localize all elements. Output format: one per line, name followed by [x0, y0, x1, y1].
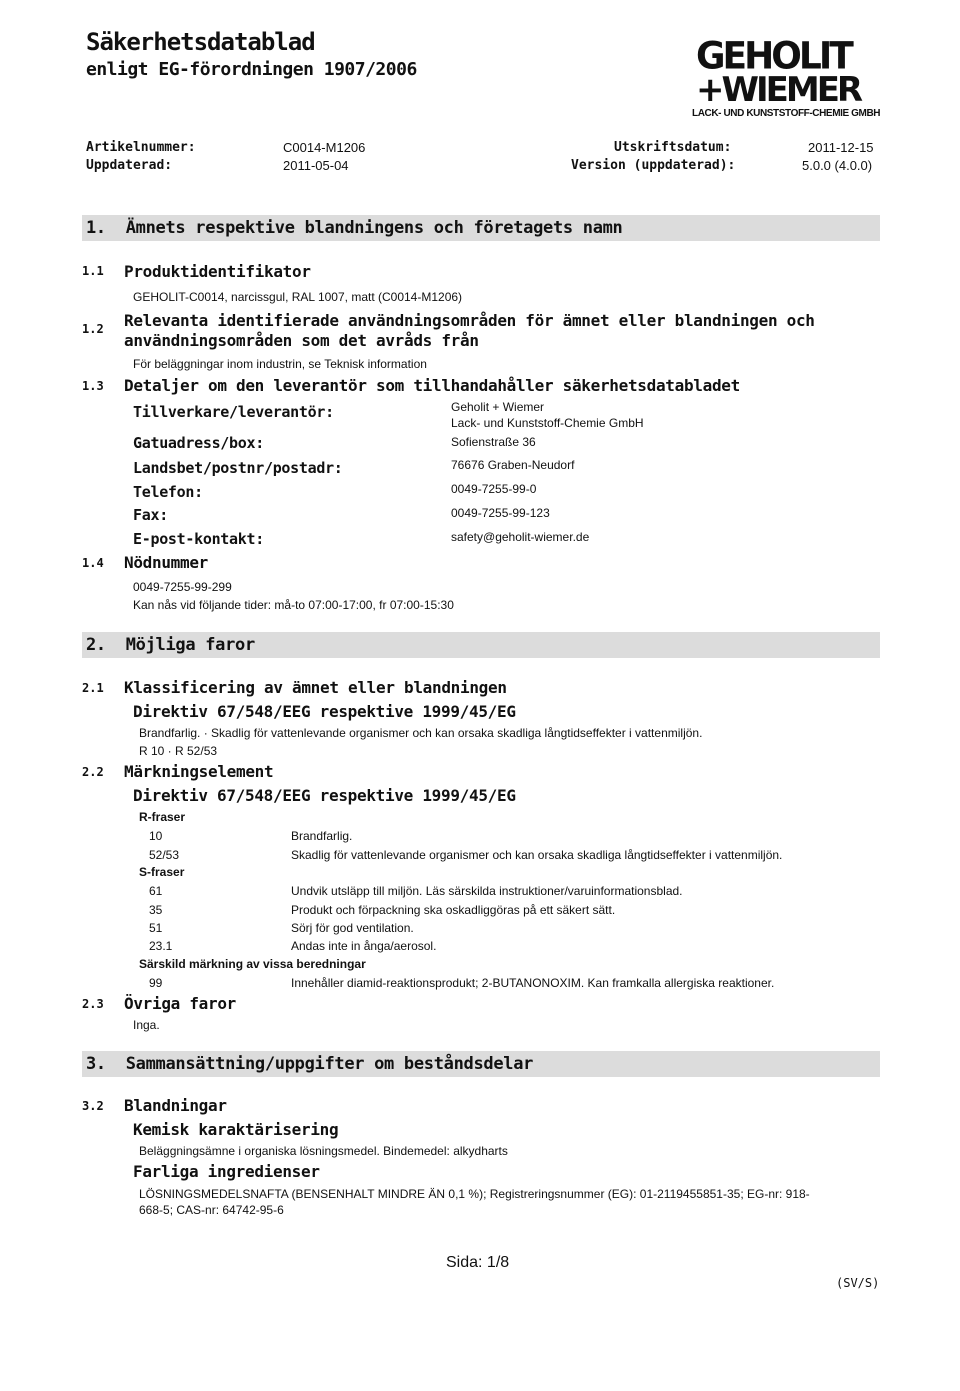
hazardous-ingredient-line1: LÖSNINGSMEDELSNAFTA (BENSENHALT MINDRE ÄN 0,1 %); Registreringsnummer (EG): 01-2119455851-35; EG-nr: 918-: [139, 1187, 810, 1201]
printdate-value: 2011-12-15: [808, 140, 874, 155]
emergency-phone: 0049-7255-99-299: [133, 580, 232, 594]
section-1-3-number: 1.3: [82, 379, 104, 393]
s-phrases-heading: S-fraser: [139, 865, 185, 879]
s-phrase-text: Undvik utsläpp till miljön. Läs särskilda instruktioner/varuinformationsblad.: [291, 884, 683, 898]
section-1-4-title: Nödnummer: [124, 553, 208, 572]
section-2-2-title: Märkningselement: [124, 762, 274, 781]
section-2-1-title: Klassificering av ämnet eller blandningen: [124, 678, 507, 697]
section-3-2-number: 3.2: [82, 1099, 104, 1113]
fax-label: Fax:: [133, 506, 168, 524]
section-3-2-title: Blandningar: [124, 1096, 227, 1115]
email-link[interactable]: safety@geholit-wiemer.de: [451, 530, 590, 544]
section-2-2-directive: Direktiv 67/548/EEG respektive 1999/45/EG: [133, 786, 516, 805]
s-phrase-code: 35: [149, 903, 163, 917]
s-phrase-text: Andas inte in ånga/aerosol.: [291, 939, 437, 953]
other-hazards-text: Inga.: [133, 1018, 160, 1032]
s-phrase-code: 51: [149, 921, 163, 935]
article-value: C0014-M1206: [283, 140, 366, 155]
logo-text-top: GEHOLIT: [696, 34, 851, 79]
hazardous-ingredients-title: Farliga ingredienser: [133, 1162, 320, 1181]
fax-value: 0049-7255-99-123: [451, 506, 550, 520]
supplier-name-2: Lack- und Kunststoff-Chemie GmbH: [451, 416, 644, 430]
updated-value: 2011-05-04: [283, 158, 349, 173]
section-2-3-number: 2.3: [82, 997, 104, 1011]
section-1-4-number: 1.4: [82, 556, 104, 570]
s-phrase-text: Sörj för god ventilation.: [291, 921, 414, 935]
usage-text: För beläggningar inom industrin, se Teknisk information: [133, 357, 427, 371]
section-2-1-number: 2.1: [82, 681, 104, 695]
street-label: Gatuadress/box:: [133, 434, 264, 452]
special-label-heading: Särskild märkning av vissa beredningar: [139, 957, 366, 971]
phone-value: 0049-7255-99-0: [451, 482, 537, 496]
street-value: Sofienstraße 36: [451, 435, 536, 449]
r-phrase-code: 10: [149, 829, 163, 843]
version-label: Version (uppdaterad):: [571, 158, 736, 173]
email-label: E-post-kontakt:: [133, 530, 264, 548]
city-value: 76676 Graben-Neudorf: [451, 458, 575, 472]
s-phrase-code: 61: [149, 884, 163, 898]
page-number: Sida: 1/8: [446, 1254, 510, 1271]
classification-codes: R 10 · R 52/53: [139, 744, 218, 758]
language-code: (SV/S): [836, 1276, 880, 1290]
section-1-2-title-line1: Relevanta identifierade användningsområden för ämnet eller blandningen och: [124, 311, 815, 330]
document-subtitle: enligt EG-förordningen 1907/2006: [86, 59, 417, 80]
version-value: 5.0.0 (4.0.0): [802, 158, 873, 173]
article-label: Artikelnummer:: [86, 140, 196, 155]
city-label: Landsbet/postnr/postadr:: [133, 459, 343, 477]
supplier-label: Tillverkare/leverantör:: [133, 403, 334, 421]
logo-text-mid: +WIEMER: [696, 70, 861, 110]
supplier-name: Geholit + Wiemer: [451, 400, 545, 414]
r-phrase-code: 52/53: [149, 848, 180, 862]
section-1-2-title-line2: användningsområden som det avråds från: [124, 331, 479, 350]
section-3-heading: 3. Sammansättning/uppgifter om beståndsdelar: [86, 1054, 534, 1074]
r-phrase-text: Skadlig för vattenlevande organismer och kan orsaka skadliga långtidseffekter i vattenmiljön.: [291, 848, 783, 862]
printdate-label: Utskriftsdatum:: [614, 140, 732, 155]
chemical-characterization-text: Beläggningsämne i organiska lösningsmedel. Bindemedel: alkydharts: [139, 1144, 508, 1158]
classification-text: Brandfarlig. · Skadlig för vattenlevande organismer och kan orsaka skadliga långtidseffekter i vattenmiljön.: [139, 726, 703, 740]
emergency-hours: Kan nås vid följande tider: må-to 07:00-17:00, fr 07:00-15:30: [133, 598, 454, 612]
hazardous-ingredient-line2: 668-5; CAS-nr: 64742-95-6: [139, 1203, 284, 1217]
s-phrase-code: 23.1: [149, 939, 173, 953]
section-1-1-title: Produktidentifikator: [124, 262, 311, 281]
section-1-1-number: 1.1: [82, 264, 104, 278]
r-phrase-text: Brandfarlig.: [291, 829, 353, 843]
section-2-2-number: 2.2: [82, 765, 104, 779]
r-phrases-heading: R-fraser: [139, 810, 186, 824]
logo-text-bottom: LACK- UND KUNSTSTOFF-CHEMIE GMBH: [692, 108, 881, 119]
section-2-heading: 2. Möjliga faror: [86, 635, 255, 655]
section-1-3-title: Detaljer om den leverantör som tillhandahåller säkerhetsdatabladet: [124, 376, 740, 395]
special-phrase-text: Innehåller diamid-reaktionsprodukt; 2-BUTANONOXIM. Kan framkalla allergiska reaktioner.: [291, 976, 775, 990]
section-2-3-title: Övriga faror: [124, 994, 236, 1013]
section-2-1-directive: Direktiv 67/548/EEG respektive 1999/45/EG: [133, 702, 516, 721]
updated-label: Uppdaterad:: [86, 158, 173, 173]
chemical-characterization-title: Kemisk karaktärisering: [133, 1120, 339, 1139]
document-title: Säkerhetsdatablad: [86, 28, 315, 56]
special-phrase-code: 99: [149, 976, 163, 990]
company-logo: [692, 36, 880, 120]
s-phrase-text: Produkt och förpackning ska oskadliggöras på ett säkert sätt.: [291, 903, 616, 917]
phone-label: Telefon:: [133, 483, 203, 501]
product-identifier: GEHOLIT-C0014, narcissgul, RAL 1007, matt (C0014-M1206): [133, 290, 463, 304]
section-1-2-number: 1.2: [82, 322, 104, 336]
section-1-heading: 1. Ämnets respektive blandningens och företagets namn: [86, 218, 623, 238]
